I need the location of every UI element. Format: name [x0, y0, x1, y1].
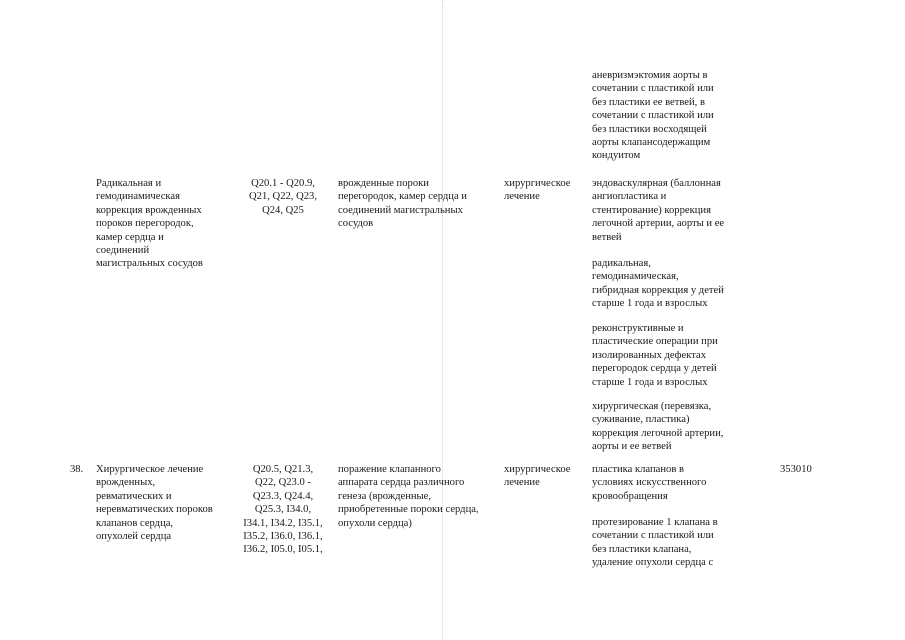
continuation-method-text: аневризмэктомия аорты в сочетании с пластикой или без пластики ее ветвей, в сочетании с пластикой или без пластики восходящей аорты клапансодержащим кондуитом — [592, 70, 714, 162]
row-method: радикальная, гемодинамическая, гибридная коррекция у детей старше 1 года и взрослых — [592, 258, 724, 310]
row-model: врожденные пороки перегородок, камер сердца и соединений магистральных сосудов — [338, 178, 467, 230]
row-model: поражение клапанного аппарата сердца различного генеза (врожденные, приобретенные пороки сердца, опухоли сердца) — [338, 464, 479, 529]
row-method: протезирование 1 клапана в сочетании с пластикой или без пластики клапана, удаление опухоли сердца с — [592, 517, 718, 569]
row-treatment: хирургическое лечение — [504, 464, 571, 489]
row-codes: Q20.5, Q21.3, Q22, Q23.0 - Q23.3, Q24.4, Q25.3, I34.0, I34.1, I34.2, I35.1, I35.2, I36.0, I36.1, I36.2, I05.0, I05.1, — [243, 464, 323, 556]
row-treatment: хирургическое лечение — [504, 178, 571, 203]
page-fold-line — [442, 0, 443, 640]
row-name: Радикальная и гемодинамическая коррекция врожденных пороков перегородок, камер сердца и соединений магистральных сосудов — [96, 178, 203, 270]
row-method: хирургическая (перевязка, суживание, пластика) коррекция легочной артерии, аорты и ее ветвей — [592, 401, 724, 453]
row-cost: 353010 — [780, 464, 812, 475]
row-name: Хирургическое лечение врожденных, ревматических и неревматических пороков клапанов сердца, опухолей сердца — [96, 464, 213, 543]
row-codes: Q20.1 - Q20.9, Q21, Q22, Q23, Q24, Q25 — [249, 178, 317, 216]
row-method: пластика клапанов в условиях искусственного кровообращения — [592, 464, 707, 502]
row-method: эндоваскулярная (баллонная ангиопластика и стентирование) коррекция легочной артерии, аорты и ее ветвей — [592, 178, 725, 243]
row-method: реконструктивные и пластические операции при изолированных дефектах перегородок сердца у детей старше 1 года и взрослых — [592, 323, 718, 388]
row-number: 38. — [70, 464, 84, 475]
